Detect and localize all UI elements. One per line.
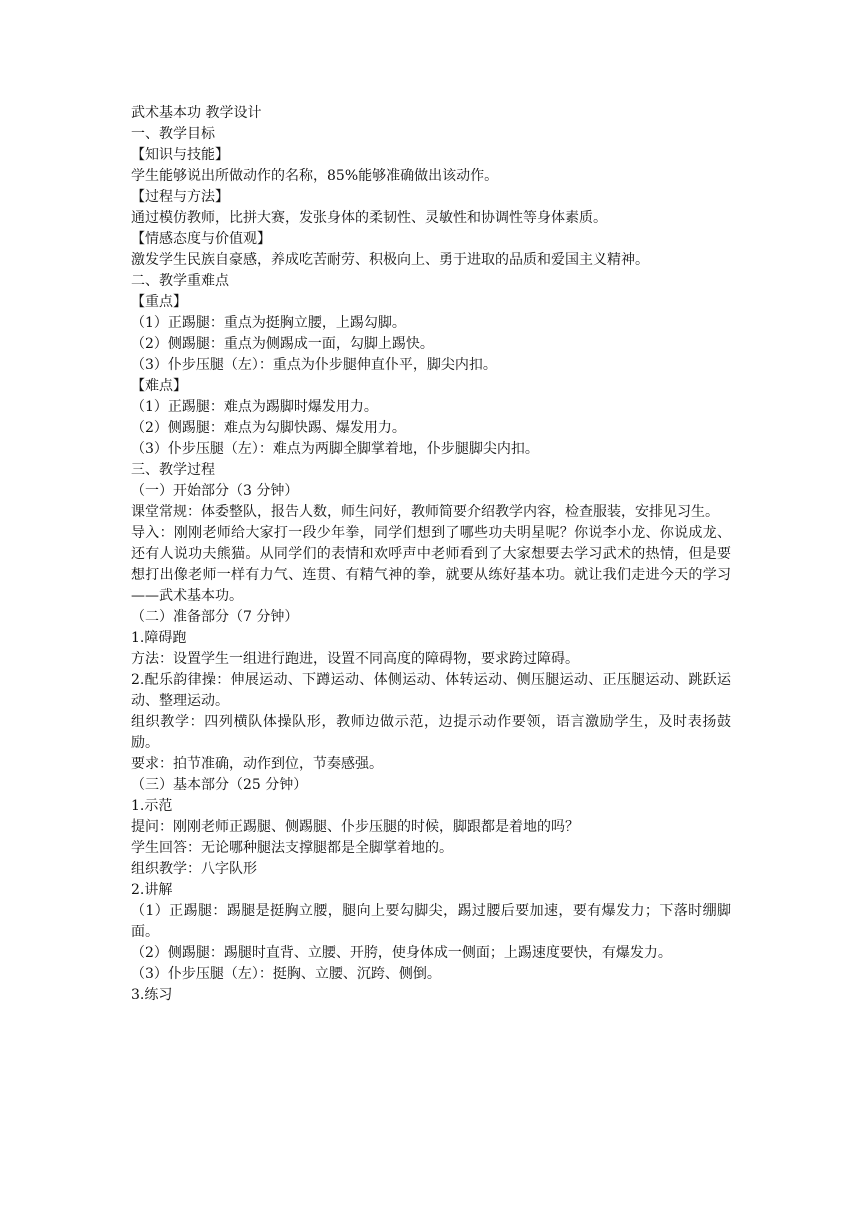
- subheading-emotion-values: 【情感态度与价值观】: [131, 231, 271, 247]
- paragraph: 激发学生民族自豪感，养成吃苦耐劳、积极向上、勇于进取的品质和爱国主义精神。: [131, 252, 649, 268]
- list-item: （2）侧踢腿：重点为侧踢成一面，勾脚上踢快。: [131, 336, 434, 352]
- paragraph: 要求：拍节准确，动作到位，节奏感强。: [131, 756, 383, 772]
- subheading-process-method: 【过程与方法】: [131, 189, 229, 205]
- paragraph: 组织教学：八字队形: [131, 861, 257, 877]
- paragraph: 通过模仿教师，比拼大赛，发张身体的柔韧性、灵敏性和协调性等身体素质。: [131, 210, 607, 226]
- section-heading-objectives: 一、教学目标: [131, 126, 215, 142]
- paragraph: 组织教学：四列横队体操队形，教师边做示范，边提示动作要领，语言激励学生，及时表扬鼓励。: [131, 714, 731, 751]
- item-heading: 1.示范: [131, 798, 173, 814]
- paragraph: 导入：刚刚老师给大家打一段少年拳，同学们想到了哪些功夫明星呢？你说李小龙、你说成龙、还有人说功夫熊猫。从同学们的表情和欢呼声中老师看到了大家想要去学习武术的热情，但是要想打出像老师一样有力气、连贯、有精气神的拳，就要从练好基本功。就让我们走进今天的学习——武术基本功。: [131, 525, 731, 604]
- document-title: 武术基本功 教学设计: [131, 105, 262, 121]
- subsection-heading-start: （一）开始部分（3 分钟）: [131, 483, 299, 499]
- list-item: （3）仆步压腿（左）：挺胸、立腰、沉跨、侧倒。: [131, 966, 441, 982]
- list-item: （1）正踢腿：难点为踢脚时爆发用力。: [131, 399, 378, 415]
- paragraph: 课堂常规：体委整队，报告人数，师生问好，教师简要介绍教学内容，检查服装，安排见习生。: [131, 504, 719, 520]
- subheading-difficult: 【难点】: [131, 378, 187, 394]
- section-heading-key-points: 二、教学重难点: [131, 273, 229, 289]
- paragraph: 学生回答：无论哪种腿法支撑腿都是全脚掌着地的。: [131, 840, 453, 856]
- subheading-key: 【重点】: [131, 294, 187, 310]
- subsection-heading-prep: （二）准备部分（7 分钟）: [131, 609, 299, 625]
- item-heading: 3.练习: [131, 987, 173, 1003]
- list-item: （3）仆步压腿（左）：难点为两脚全脚掌着地，仆步腿脚尖内扣。: [131, 441, 539, 457]
- list-item: （1）正踢腿：重点为挺胸立腰，上踢勾脚。: [131, 315, 406, 331]
- list-item: （2）侧踢腿：难点为勾脚快踢、爆发用力。: [131, 420, 406, 436]
- item-heading: 1.障碍跑: [131, 630, 187, 646]
- subheading-knowledge-skills: 【知识与技能】: [131, 147, 229, 163]
- list-item: （1）正踢腿：踢腿是挺胸立腰，腿向上要勾脚尖，踢过腰后要加速，要有爆发力；下落时绷脚面。: [131, 903, 731, 940]
- list-item: （3）仆步压腿（左）：重点为仆步腿伸直仆平，脚尖内扣。: [131, 357, 497, 373]
- subsection-heading-basic: （三）基本部分（25 分钟）: [131, 777, 308, 793]
- section-heading-process: 三、教学过程: [131, 462, 215, 478]
- list-item: （2）侧踢腿：踢腿时直背、立腰、开胯，使身体成一侧面；上踢速度要快，有爆发力。: [131, 945, 672, 961]
- paragraph: 方法：设置学生一组进行跑进，设置不同高度的障碍物，要求跨过障碍。: [131, 651, 579, 667]
- item-heading: 2.配乐韵律操：伸展运动、下蹲运动、体侧运动、体转运动、侧压腿运动、正压腿运动、跳跃运动、整理运动。: [131, 672, 731, 709]
- item-heading: 2.讲解: [131, 882, 173, 898]
- document-page: [131, 103, 731, 1006]
- paragraph: 学生能够说出所做动作的名称，85%能够准确做出该动作。: [131, 168, 499, 184]
- paragraph: 提问：刚刚老师正踢腿、侧踢腿、仆步压腿的时候，脚跟都是着地的吗？: [131, 819, 579, 835]
